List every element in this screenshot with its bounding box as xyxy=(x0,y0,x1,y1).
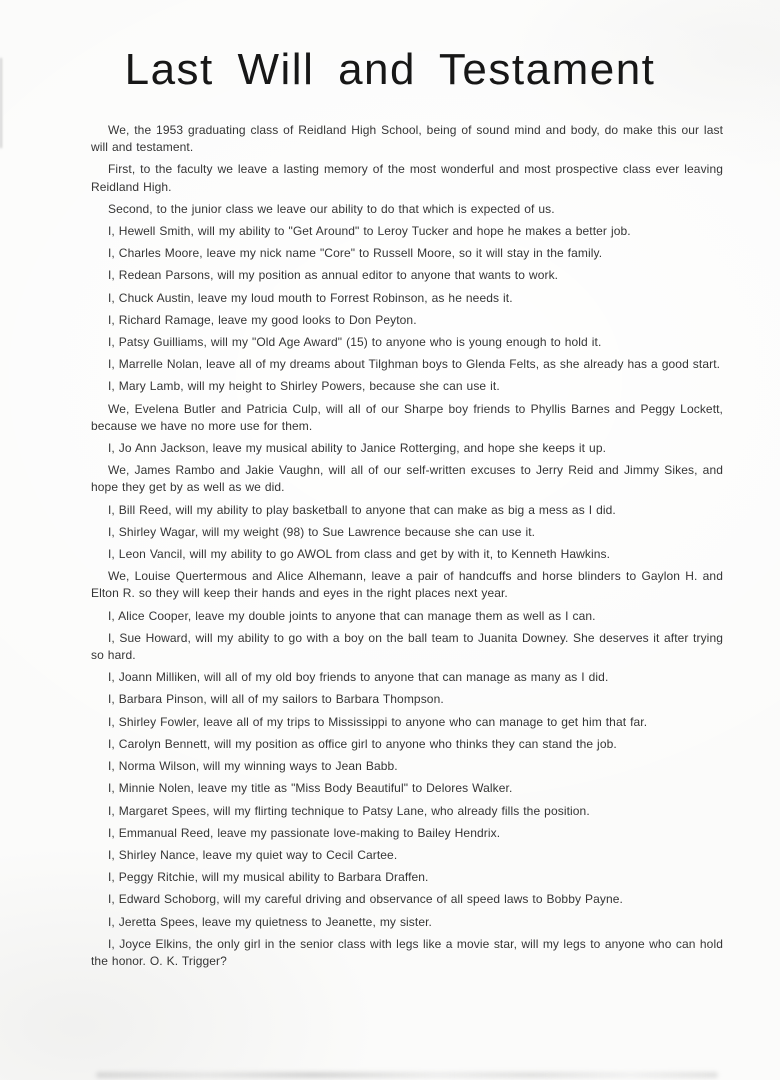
will-paragraph: First, to the faculty we leave a lasting memory of the most wonderful and most prospective class ever leaving Reidland High. xyxy=(91,162,723,194)
page-title: Last Will and Testament xyxy=(124,45,656,94)
will-paragraph: We, James Rambo and Jakie Vaughn, will all of our self-written excuses to Jerry Reid and Jimmy Sikes, and hope they get by as well as we did. xyxy=(91,463,723,495)
will-paragraph: I, Joyce Elkins, the only girl in the senior class with legs like a movie star, will my legs to anyone who can hold the honor. O. K. Trigger? xyxy=(91,936,723,968)
scan-artifact xyxy=(96,1072,718,1078)
will-paragraph: I, Shirley Fowler, leave all of my trips to Mississippi to anyone who can manage to get him that far. xyxy=(108,714,648,729)
will-paragraph: I, Patsy Guilliams, will my "Old Age Award" (15) to anyone who is young enough to hold it. xyxy=(108,335,602,350)
will-paragraph: I, Shirley Nance, leave my quiet way to Cecil Cartee. xyxy=(108,847,398,862)
will-paragraph: I, Chuck Austin, leave my loud mouth to Forrest Robinson, as he needs it. xyxy=(108,290,513,305)
will-paragraph: I, Leon Vancil, will my ability to go AWOL from class and get by with it, to Kenneth Hawkins. xyxy=(108,547,611,562)
will-paragraph: I, Hewell Smith, will my ability to "Get Around" to Leroy Tucker and hope he makes a better job. xyxy=(108,224,631,239)
will-paragraph: Second, to the junior class we leave our ability to do that which is expected of us. xyxy=(108,201,555,216)
will-paragraph: I, Charles Moore, leave my nick name "Core" to Russell Moore, so it will stay in the family. xyxy=(108,246,603,261)
will-paragraph: I, Carolyn Bennett, will my position as office girl to anyone who thinks they can stand the job. xyxy=(108,736,617,751)
will-paragraph: I, Margaret Spees, will my flirting technique to Patsy Lane, who already fills the position. xyxy=(108,803,590,818)
will-paragraph: I, Jeretta Spees, leave my quietness to Jeanette, my sister. xyxy=(108,914,432,929)
scan-edge-artifact xyxy=(0,58,2,148)
will-paragraph: I, Mary Lamb, will my height to Shirley Powers, because she can use it. xyxy=(108,379,500,394)
will-paragraph: I, Minnie Nolen, leave my title as "Miss Body Beautiful" to Delores Walker. xyxy=(108,781,513,796)
will-paragraph: I, Peggy Ritchie, will my musical ability to Barbara Draffen. xyxy=(108,870,429,885)
will-paragraph: I, Emmanual Reed, leave my passionate love-making to Bailey Hendrix. xyxy=(108,825,501,840)
will-paragraph: I, Redean Parsons, will my position as annual editor to anyone that wants to work. xyxy=(108,268,559,283)
will-paragraph: I, Marrelle Nolan, leave all of my dreams about Tilghman boys to Glenda Felts, as she already has a good start. xyxy=(108,357,721,372)
will-paragraph: We, Evelena Butler and Patricia Culp, will all of our Sharpe boy friends to Phyllis Barnes and Peggy Lockett, because we have no more use for them. xyxy=(91,401,723,433)
will-paragraph: I, Richard Ramage, leave my good looks to Don Peyton. xyxy=(108,312,417,327)
will-paragraph: I, Bill Reed, will my ability to play basketball to anyone that can make as big a mess as I did. xyxy=(108,502,616,517)
will-paragraph: I, Alice Cooper, leave my double joints to anyone that can manage them as well as I can. xyxy=(108,608,596,623)
will-paragraph: I, Sue Howard, will my ability to go with a boy on the ball team to Juanita Downey. She deserves it after trying so hard. xyxy=(91,630,723,663)
will-text-body xyxy=(91,122,723,970)
will-paragraph: I, Shirley Wagar, will my weight (98) to Sue Lawrence because she can use it. xyxy=(108,524,536,539)
will-paragraph: I, Norma Wilson, will my winning ways to Jean Babb. xyxy=(108,759,398,774)
will-paragraph: I, Edward Schoborg, will my careful driving and observance of all speed laws to Bobby Payne. xyxy=(108,892,623,907)
will-paragraph: We, the 1953 graduating class of Reidland High School, being of sound mind and body, do make this our last will and testament. xyxy=(91,123,723,155)
will-paragraph: I, Joann Milliken, will all of my old boy friends to anyone that can manage as many as I did. xyxy=(108,670,609,685)
will-paragraph: I, Jo Ann Jackson, leave my musical ability to Janice Rotterging, and hope she keeps it up. xyxy=(108,441,607,456)
will-paragraph: We, Louise Quertermous and Alice Alhemann, leave a pair of handcuffs and horse blinders to Gaylon H. and Elton R. so they will keep their hands and eyes in the right places next year. xyxy=(91,569,723,601)
will-paragraph: I, Barbara Pinson, will all of my sailors to Barbara Thompson. xyxy=(108,692,444,707)
